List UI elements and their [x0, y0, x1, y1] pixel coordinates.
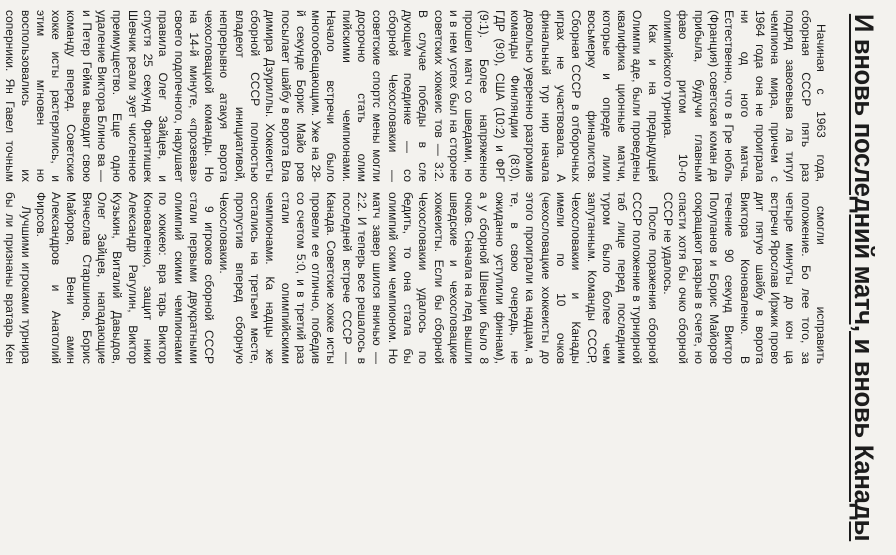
paragraph: Как и на предыдущей Олимпи аде, были проведены квалифика ционные матчи, которые и опреде лили восьмерку финалистов. Сборная СССР в отборочных играх не участвовала. А финальный тур нир начала довольно уверенно разгромив команды Финляндии (8:0), ГДР (9:0), США (10:2) и ФРГ (9:1). Более напряженно прошел матч со шведами, но и в нем успех был на стороне советских хоккеис тов — 3:2. В случае победы в сле дующем поединке — со сборной Чехословакии — советские спортс мены могли досрочно стать олим пийскими чемпионами. Начало встречи было многообещающим. Уже на 28-й секунде Борис Майо ров посылает шайбу в ворота Вла димира Дзуриллы. Хоккеисты сборной СССР полностью владеют инициативой, непрерывно атакуя ворота чехословацкой команды. Но на 14-й минуте, «прозевав» своего подопечного, нарушает правила Олег Зайцев, и спустя 25 секунд Франтишек Шевчик реали зует численное преимущество. Еще одно удаление Виктора Блино ва — и Петер Гейма выводит свою команду вперед. Советские хокке исты растерялись, и этим мгновен но воспользовались их соперники. Ян Гавел точным [3, 10, 660, 182]
paragraph: После поражения сборной СССР положение в турнирной таб лице перед последним туром было более чем запутанным. Команды СССР, Чехословакии и Канады имели по 10 очков (чехословацкие хоккеисты до этого проиграли ка надцам, а те, в свою очередь, не ожиданно уступили финнам), а у сборной Швеции было 8 очков. Сначала на лед вышли шведские и чехословацкие хоккеисты. Если бы сборной Чехословакии удалось по бедить, то она стала бы олимпий ским чемпионом. Но матч завер шился вничью — 2:2. И теперь все решалось в последней встрече СССР — Канада. Советские хокке исты провели ее отлично, победив со счетом 5:0, и в третий раз стали олимпийскими чемпионами. Ка надцы же остались на третьем месте, пропустив вперед сборную Чехословакии. [217, 192, 660, 364]
paragraph: Лучшими игроками турнира бы ли признаны вратарь Кен [3, 192, 33, 364]
text-column-3 [10, 374, 828, 546]
headline [838, 8, 890, 548]
paragraph: Начиная с 1963 года, сборная СССР пять раз подряд завоевыва ла титул чемпиона мира, причем с 1964 года она не проиграла ни од ного матча. Естественно, что в Гре нобль (Франция) советская коман да прибыла, будучи главным фаво ритом 10-го олимпийского турнира. [661, 10, 828, 182]
paragraph: 9 игроков сборной СССР стали первыми двукратными олимпий скими чемпионами по хоккею: вра тарь Виктор Коноваленко, защит ники Александр Рагулин, Виктор Кузькин, Виталий Давыдов, Олег Зайцев, нападающие Вячеслав Старшинов, Борис Майоров, Вени амин Александров и Анатолий Фирсов. [33, 192, 217, 364]
article-body [3, 10, 828, 546]
paragraph: смогли исправить положение. Бо лее того, за четыре минуты до кон ца встречи Ярослав Иржик прово дит пятую шайбу в ворота Виктора Коноваленко. В течение 90 секунд Виктор Полупанов и Борис Майоров сокращают разрыв в счете, но спасти хотя бы очко сборной СССР не удалось. [661, 192, 828, 364]
text-column-2 [3, 192, 828, 364]
headline-text: И вновь последний матч, и вновь Канады [849, 14, 880, 542]
text-column-1 [3, 10, 828, 182]
